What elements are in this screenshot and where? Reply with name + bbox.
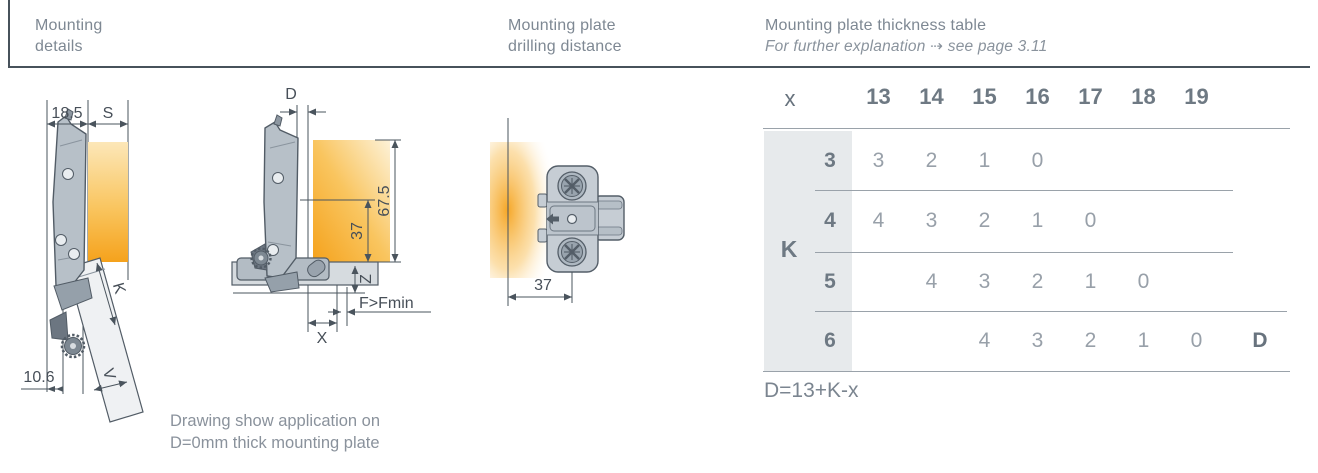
table-cell: 3 <box>925 209 938 232</box>
heading-line: details <box>35 38 83 55</box>
drawing-cross-section <box>225 82 435 362</box>
col-header: 16 <box>1025 84 1050 109</box>
cabinet-panel-orange <box>88 142 128 262</box>
row-label: 4 <box>824 209 836 232</box>
table-row <box>763 131 1308 190</box>
row-label: 5 <box>824 269 836 293</box>
dim-label-x: X <box>316 330 328 347</box>
screw-hole <box>63 169 74 180</box>
table-cell <box>1170 209 1223 233</box>
table-cell: 3 <box>872 148 885 172</box>
table-row <box>763 252 1308 311</box>
thickness-formula: D=13+K-x <box>764 379 859 402</box>
hinge-arm-hook <box>274 115 282 126</box>
row-label: 6 <box>824 329 836 352</box>
cabinet-edge-glow <box>490 142 552 278</box>
col-header: 15 <box>972 84 997 109</box>
hinge-cup-center <box>259 256 264 261</box>
drawing-drilling-distance <box>490 100 670 320</box>
table-cell <box>1117 209 1170 233</box>
heading-thickness-table <box>765 15 1047 57</box>
table-cell: 4 <box>978 329 991 352</box>
table-cell <box>1117 149 1170 173</box>
table-cell: 1 <box>1084 269 1097 293</box>
heading-subtitle: For further explanation ⇢ see page 3.11 <box>765 38 1048 55</box>
screw-hole <box>69 249 80 260</box>
table-cell: 0 <box>1031 148 1044 172</box>
screw-hole <box>273 173 284 184</box>
dim-label-k: K <box>108 280 129 296</box>
dim-label-18-5: 18.5 <box>51 105 83 122</box>
hinge-arm <box>53 116 86 288</box>
hinge-cup-wing <box>50 312 68 340</box>
row-label: 3 <box>824 148 836 172</box>
table-cell <box>905 329 958 353</box>
thickness-table <box>763 80 1308 425</box>
table-d-label: D <box>1252 329 1268 352</box>
table-cell <box>1064 149 1117 173</box>
dim-label-s: S <box>102 105 114 122</box>
plate-left-tab <box>538 229 547 242</box>
table-cell: 4 <box>925 269 938 293</box>
table-cell: 0 <box>1190 329 1203 352</box>
screw-hole <box>56 235 67 246</box>
table-line <box>763 128 1290 129</box>
heading-line: Mounting <box>35 17 103 34</box>
table-cell <box>1170 270 1223 294</box>
table-cell: 3 <box>978 269 991 293</box>
table-corner-x: x <box>784 86 796 111</box>
page-edge-tick <box>8 0 10 66</box>
header-divider-rule <box>8 66 1310 68</box>
drawing-mounting-details <box>8 82 208 422</box>
screw-top <box>558 172 586 200</box>
table-cell: 0 <box>1137 269 1150 293</box>
table-cell: 3 <box>1031 329 1044 352</box>
dim-label-37: 37 <box>534 277 552 294</box>
table-cell: 2 <box>925 148 938 172</box>
screw-hole <box>268 245 279 256</box>
drawing-caption <box>170 411 380 454</box>
table-cell: 4 <box>872 209 885 232</box>
row-group-label-k: K <box>780 236 798 262</box>
dim-label-67-5: 67.5 <box>376 185 393 217</box>
table-cell: 1 <box>978 148 991 172</box>
dim-label-z: Z <box>358 274 375 284</box>
dim-label-37: 37 <box>349 222 366 240</box>
plate-left-tab <box>538 194 547 207</box>
table-cell <box>852 270 905 294</box>
table-cell <box>1170 149 1223 173</box>
heading-line: drilling distance <box>508 38 622 55</box>
col-header: 13 <box>866 84 891 109</box>
table-cell: 2 <box>1031 269 1044 293</box>
table-cell: 0 <box>1084 209 1097 232</box>
heading-line: Mounting plate <box>508 17 616 34</box>
dim-label-10-6: 10.6 <box>23 369 55 386</box>
table-line <box>763 371 1290 372</box>
plate-wing-slot <box>596 227 622 235</box>
dim-label-f-fmin: F>Fmin <box>359 295 414 312</box>
plate-center-hole <box>568 215 577 224</box>
table-cell <box>852 329 905 353</box>
table-cell: 1 <box>1137 329 1150 352</box>
table-row <box>763 190 1308 252</box>
table-cell: 1 <box>1031 209 1044 232</box>
table-cell: 2 <box>1084 329 1097 352</box>
dim-label-d: D <box>285 86 297 103</box>
table-cell: 2 <box>978 209 991 232</box>
heading-drilling-distance <box>508 15 622 57</box>
heading-line: Mounting plate thickness table <box>765 17 987 34</box>
table-row <box>763 311 1308 371</box>
table-column-headers <box>852 84 1223 110</box>
plate-wing-slot <box>596 201 622 209</box>
hinge-cup-center <box>70 343 76 349</box>
col-header: 18 <box>1131 84 1156 109</box>
caption-line: Drawing show application on <box>170 412 381 430</box>
dim-label-v: V <box>98 366 119 382</box>
caption-line: D=0mm thick mounting plate <box>170 433 380 452</box>
col-header: 19 <box>1184 84 1209 109</box>
col-header: 14 <box>919 84 944 109</box>
screw-bottom <box>558 238 586 266</box>
col-header: 17 <box>1078 84 1103 109</box>
heading-mounting-details <box>35 15 102 57</box>
